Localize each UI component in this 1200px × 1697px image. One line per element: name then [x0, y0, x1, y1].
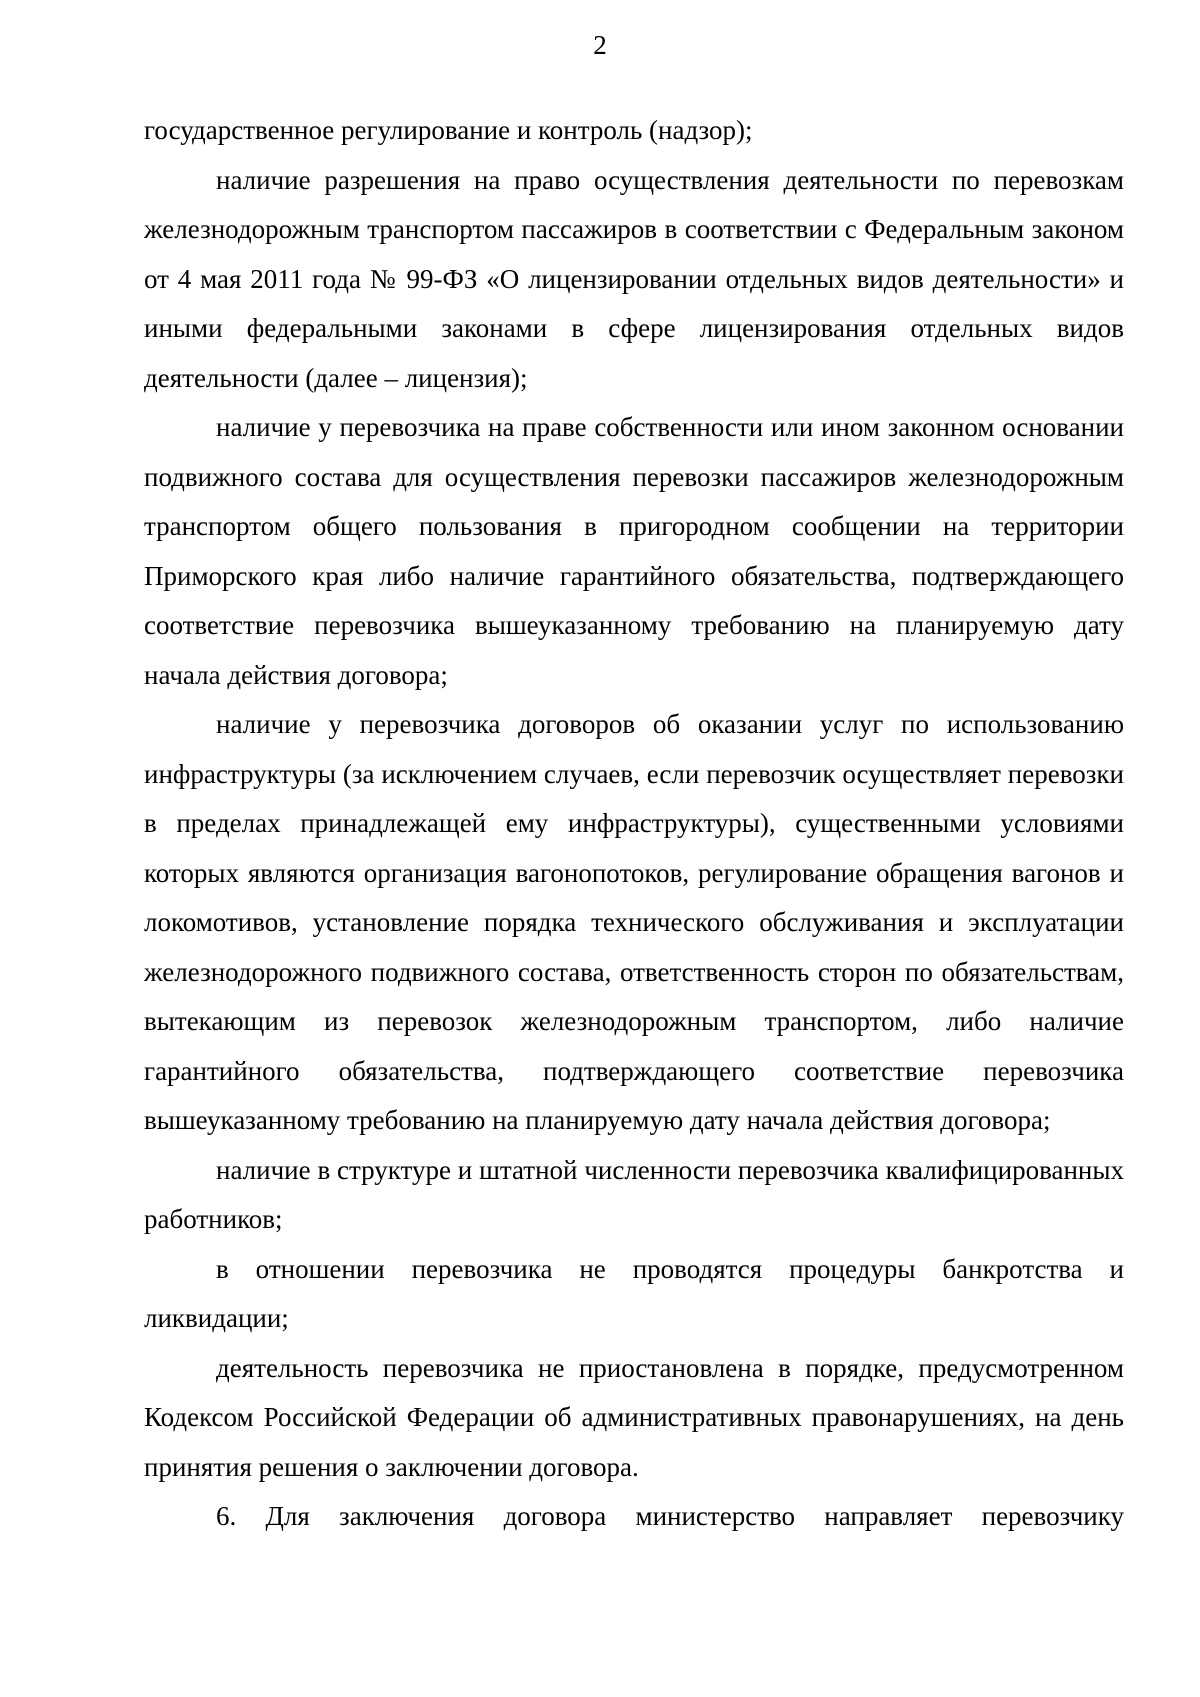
paragraph-suspension-requirement: деятельность перевозчика не приостановлена в порядке, предусмотренном Кодексом Российской Федерации об административных правонарушениях, на день принятия решения о заключении договора.: [144, 1352, 1124, 1482]
paragraph-license-requirement: наличие разрешения на право осуществления деятельности по перевозкам железнодорожным транспортом пассажиров в соответствии с Федеральным законом от 4 мая 2011 года № 99-ФЗ «О лицензировании отдельных видов деятельности» и иными федеральными законами в сфере лицензирования отдельных видов деятельности (далее – лицензия);: [144, 164, 1124, 393]
paragraph-item-6: 6. Для заключения договора министерство направляет перевозчику: [216, 1501, 1124, 1531]
paragraph-staff-requirement: наличие в структуре и штатной численности перевозчика квалифицированных работников;: [144, 1154, 1124, 1234]
paragraph-continuation: государственное регулирование и контроль (надзор);: [144, 115, 753, 145]
paragraph-rolling-stock-requirement: наличие у перевозчика на праве собственности или ином законном основании подвижного состава для осуществления перевозки пассажиров железнодорожным транспортом общего пользования в пригородном сообщении на территории Приморского края либо наличие гарантийного обязательства, подтверждающего соответствие перевозчика вышеуказанному требованию на планируемую дату начала действия договора;: [144, 412, 1124, 690]
paragraph-bankruptcy-requirement: в отношении перевозчика не проводятся процедуры банкротства и ликвидации;: [144, 1253, 1124, 1333]
page-number: 2: [593, 30, 607, 60]
paragraph-infrastructure-requirement: наличие у перевозчика договоров об оказании услуг по использованию инфраструктуры (за исключением случаев, если перевозчик осуществляет перевозки в пределах принадлежащей ему инфраструктуры), существенными условиями которых являются организация вагонопотоков, регулирование обращения вагонов и локомотивов, установление порядка технического обслуживания и эксплуатации железнодорожного подвижного состава, ответственность сторон по обязательствам, вытекающим из перевозок железнодорожным транспортом, либо наличие гарантийного обязательства, подтверждающего соответствие перевозчика вышеуказанному требованию на планируемую дату начала действия договора;: [144, 709, 1124, 1135]
document-body: [144, 106, 1124, 1542]
